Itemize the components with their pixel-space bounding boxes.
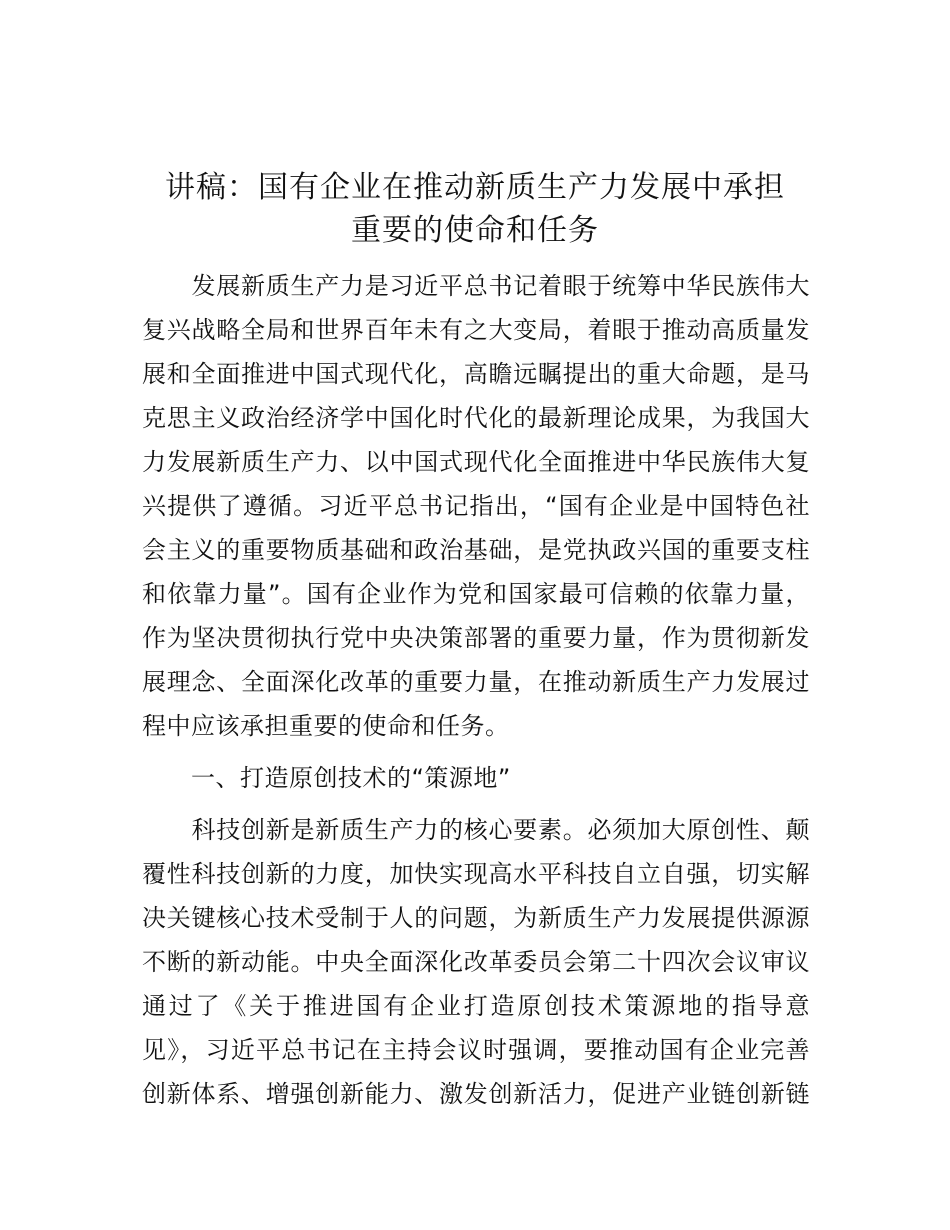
body-line-3: 展和全面推进中国式现代化，高瞻远瞩提出的重大命题，是马 — [142, 360, 810, 388]
body-line-2: 复兴战略全局和世界百年未有之大变局，着眼于推动高质量发 — [142, 316, 810, 344]
body-line-16: 通过了《关于推进国有企业打造原创技术策源地的指导意 — [142, 992, 810, 1020]
body-line-4: 克思主义政治经济学中国化时代化的最新理论成果，为我国大 — [142, 404, 810, 432]
body-line-15: 不断的新动能。中央全面深化改革委员会第二十四次会议审议 — [142, 948, 810, 976]
body-line-5: 力发展新质生产力、以中国式现代化全面推进中华民族伟大复 — [142, 448, 810, 476]
body-line-12: 科技创新是新质生产力的核心要素。必须加大原创性、颠 — [142, 816, 810, 844]
body-line-13: 覆性科技创新的力度，加快实现高水平科技自立自强，切实解 — [142, 860, 810, 888]
document-title-line-2: 重要的使命和任务 — [351, 213, 599, 248]
body-line-7: 会主义的重要物质基础和政治基础，是党执政兴国的重要支柱 — [142, 536, 810, 564]
body-line-9: 作为坚决贯彻执行党中央决策部署的重要力量，作为贯彻新发 — [142, 624, 810, 652]
body-line-11: 程中应该承担重要的使命和任务。 — [142, 712, 510, 740]
body-line-14: 决关键核心技术受制于人的问题，为新质生产力发展提供源源 — [142, 904, 810, 932]
body-line-10: 展理念、全面深化改革的重要力量，在推动新质生产力发展过 — [142, 668, 810, 696]
body-line-8: 和依靠力量”。国有企业作为党和国家最可信赖的依靠力量， — [142, 580, 810, 608]
body-line-1: 发展新质生产力是习近平总书记着眼于统筹中华民族伟大 — [142, 272, 810, 300]
body-line-18: 创新体系、增强创新能力、激发创新活力，促进产业链创新链 — [142, 1080, 810, 1108]
document-title-line-1: 讲稿：国有企业在推动新质生产力发展中承担 — [165, 170, 785, 205]
body-line-6: 兴提供了遵循。习近平总书记指出，“国有企业是中国特色社 — [142, 492, 810, 520]
body-line-17: 见》，习近平总书记在主持会议时强调，要推动国有企业完善 — [142, 1036, 810, 1064]
section-heading-1: 一、打造原创技术的“策源地” — [142, 764, 511, 792]
